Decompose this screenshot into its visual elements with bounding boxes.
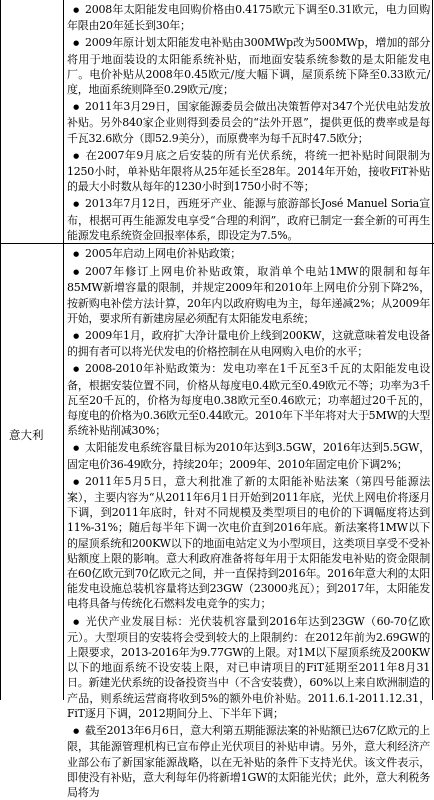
bullet-icon: ● <box>73 103 79 112</box>
bullet-icon: ● <box>73 477 79 486</box>
paragraph-text: 2007年修订上网电价补贴政策，取消单个电站1MW的限制和每年85MW新增容量的限制，并规定2009年和2010年上网电价分别下降2%，按新购电补偿方法计算，20年内以政府购电为主，每年递减2%；从2009年开始，要求所有新建房屋必须配有太阳能发电系统； <box>67 265 430 325</box>
paragraph-text: 光伏产业发展目标：光伏装机容量到2016年达到23GW（60-70亿欧元）。大型项目的安装将会受到较大的上限制约：在2012年前为2.69GW的上限要求，2013-2016年为9.77GW的上限。对1M以下屋顶系统及200KW以下的地面系统不设安装上限，对已申请项目的FiT延期至2011年8月31日。新建光伏系统的设备投资当中（不含安装费），60%以上来自欧洲制造的产品，则系统运营商将收到5%的额外电价补贴。2011.6.1-2011.12.31，FiT逐月下调，2012期间分上、下半年下调； <box>67 614 430 720</box>
paragraph <box>67 148 430 195</box>
paragraph-text: 2011年3月29日，国家能源委员会做出决策暂停对347个光伏电站发放补贴。另外840家企业则得到委员会的“法外开恩”，提供更低的费率或是每千瓦32.6欧分（即52.9美分），而原费率为每千瓦时47.5欧分； <box>67 100 430 145</box>
paragraph <box>67 474 430 612</box>
paragraph-text: 2008-2010年补贴政策为：发电功率在1千瓦至3千瓦的太阳能发电设备，根据安装位置不同，价格从每度电0.4欧元至0.49欧元不等；功率为3千瓦至20千瓦的，价格为每度电0.38欧元至0.46欧元；功率超过20千瓦的，每度电的价格为0.36欧元至0.44欧元。2010年下半年将对大于5MW的大型系统补贴削减30%； <box>67 362 430 438</box>
paragraph-text: 2011年5月5日，意大利批准了新的太阳能补贴法案（第四号能源法案），主要内容为“从2011年6月1日开始到2011年底，光伏上网电价将逐月下调，到2011年底时，针对不同规模及类型项目的电价的下调幅度将达到11%-31%；随后每半年下调一次电价直到2016年底。新法案将1MW以下的屋顶系统和200KW以下的地面电站定义为小型项目，这类项目享受不受补贴额度上限的影响。意大利政府准备将每年用于太阳能发电补贴的资金限制在60亿欧元到70亿欧元之间，并一直保持到2016年。2016年意大利的太阳能发电设施总装机容量将达到23GW（23000兆瓦）；到2017年，太阳能发电将具备与传统化石燃料发电竞争的实力； <box>67 474 430 611</box>
bullet-icon: ● <box>73 6 79 14</box>
paragraph <box>67 723 430 800</box>
paragraph <box>67 361 430 438</box>
bullet-icon: ● <box>73 365 79 374</box>
paragraph <box>67 264 430 326</box>
country-column <box>1 0 64 700</box>
paragraph-text: 2013年7月12日，西班牙产业、能源与旅游部长José Manuel Soria宣布，根据可再生能源发电享受“合理的利润”，政府已制定一套全新的可再生能源发电系统资金回报率体系，即设定为7.5%。 <box>67 197 430 242</box>
bullet-icon: ● <box>73 444 79 453</box>
bullet-icon: ● <box>73 617 79 626</box>
paragraph-text: 2009年原计划太阳能发电补贴由300MWp改为500MWp，增加的部分将用于地面装设的太阳能系统补贴，而地面安装系统参数的是太阳能发电厂。电价补贴从2008年0.45欧元/度大幅下调，屋顶系统下降至0.33欧元/度，地面系统则降至0.29欧元/度； <box>67 36 430 97</box>
paragraph <box>67 328 430 359</box>
row-italy-content <box>67 246 430 800</box>
bullet-icon: ● <box>73 39 79 48</box>
bullet-icon: ● <box>73 250 79 258</box>
paragraph-text: 2008年太阳能发电回购价格由0.4175欧元下调至0.31欧元，电力回购年限由20年延长到30年； <box>67 3 430 33</box>
paragraph <box>67 2 430 33</box>
bullet-icon: ● <box>73 727 79 736</box>
paragraph <box>67 614 430 721</box>
country-label-italy: 意大利 <box>9 428 44 442</box>
paragraph-text: 太阳能发电系统容量目标为2010年达到3.5GW，2016年达到5.5GW，固定电价36-49欧分，持续20年；2009年、2010年固定电价下调2%； <box>67 441 430 471</box>
paragraph-text: 在2007年9月底之后安装的所有光伏系统，将统一把补贴时间限制为1250小时，单补贴年限将从25年延长至28年。2014年开始，接收FiT补贴的最大小时数从每年的1230小时到1750小时不等； <box>67 148 430 194</box>
bullet-icon: ● <box>73 200 79 209</box>
paragraph <box>67 440 430 471</box>
paragraph <box>67 35 430 97</box>
row-divider <box>1 243 434 244</box>
paragraph-text: 2009年1月，政府扩大净计量电价上线到200KW，这就意味着发电设备的拥有者可以将光伏发电的价格控制在从电网购入电价的水平； <box>67 329 430 359</box>
bullet-icon: ● <box>73 332 79 341</box>
bullet-icon: ● <box>73 268 79 277</box>
paragraph <box>67 99 430 146</box>
paragraph <box>67 196 430 243</box>
paragraph-text: 2005年启动上网电价补贴政策； <box>85 247 241 260</box>
paragraph <box>67 246 430 262</box>
bullet-icon: ● <box>73 151 79 160</box>
paragraph-text: 截至2013年6月6日，意大利第五期能源法案的补贴额已达67亿欧元的上限，其能源管理机构已宣布停止光伏项目的补贴申请。另外，意大利经济产业部公布了新国家能源战略，以在无补贴的条件下支持光伏。该文件表示，即使没有补贴，意大利每年仍将新增1GW的太阳能光伏；此外，意大利税务局将为 <box>67 724 430 799</box>
row-spain-content <box>67 2 430 243</box>
